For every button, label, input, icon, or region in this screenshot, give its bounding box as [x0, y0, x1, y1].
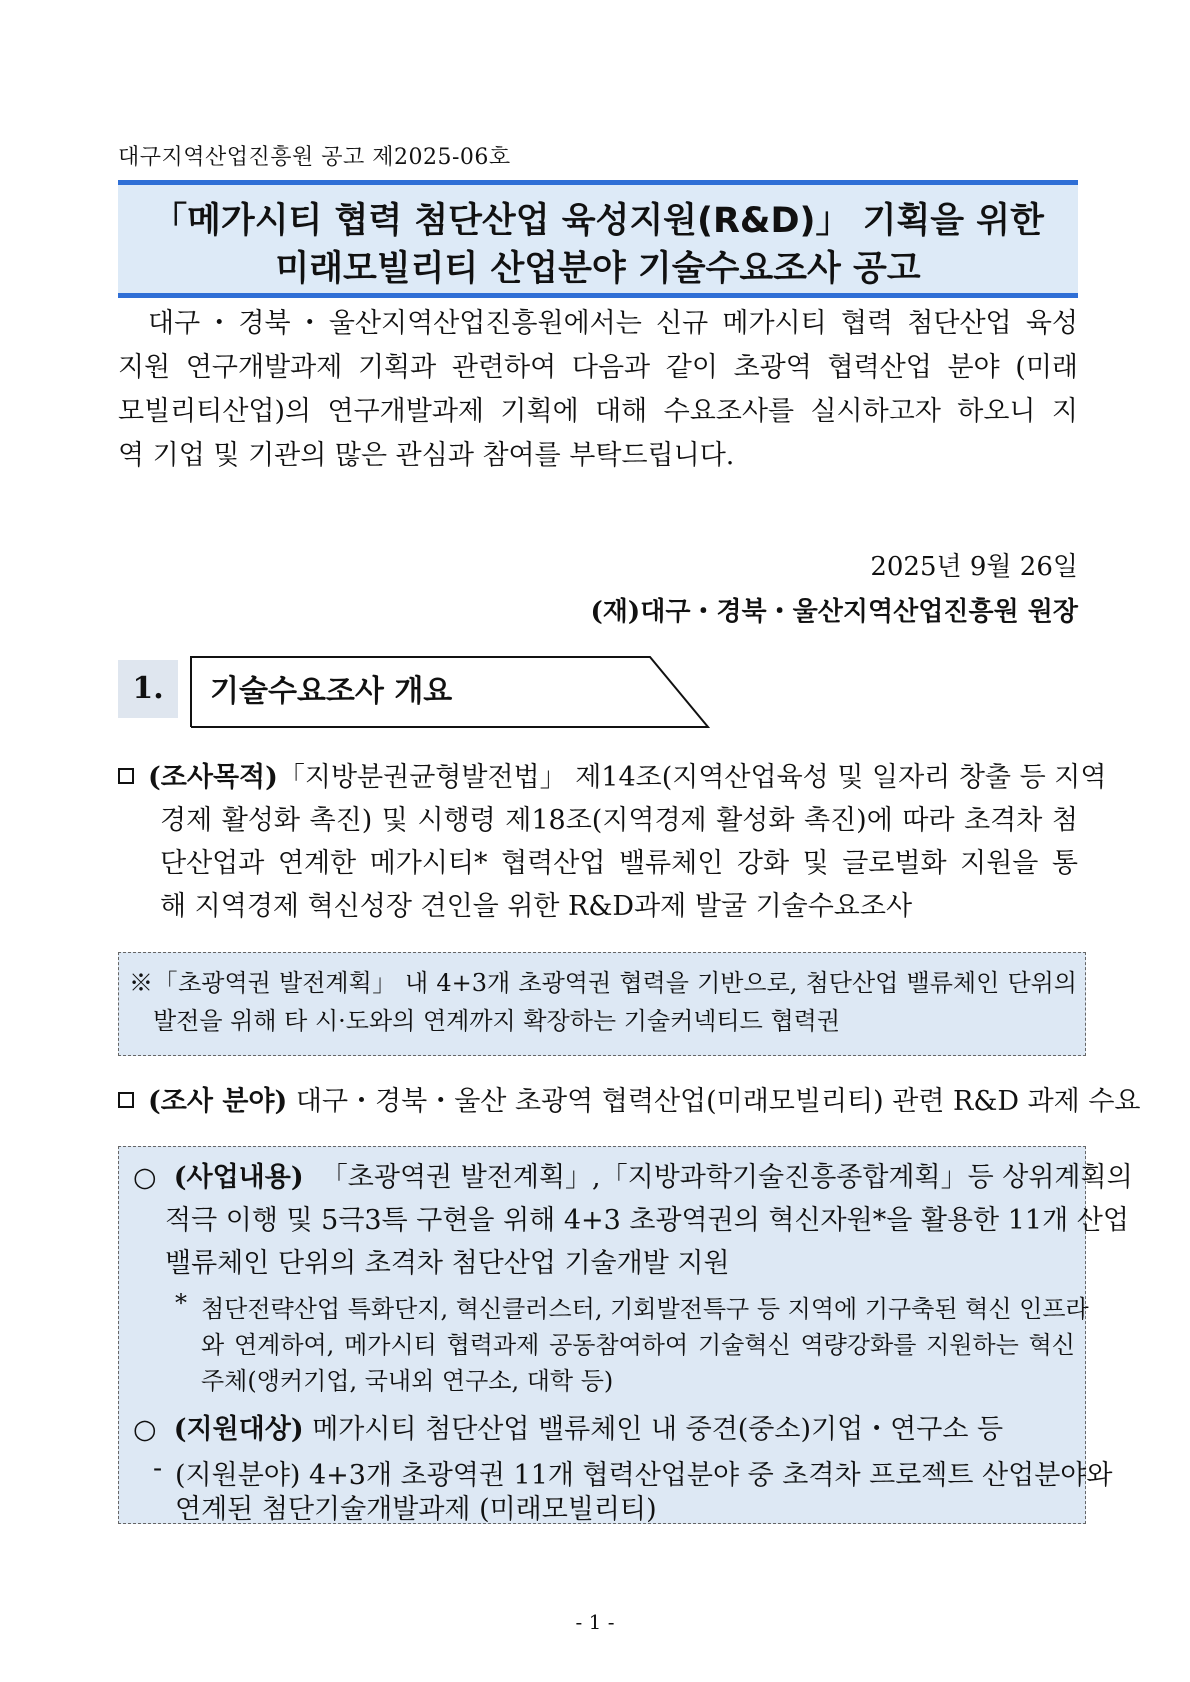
- business-note-1: 첨단전략산업 특화단지, 혁신클러스터, 기회발전특구 등 지역에 기구축된 혁신 인프라: [201, 1295, 1089, 1323]
- circle-bullet-icon: ○: [133, 1162, 157, 1193]
- signer: (재)대구・경북・울산지역산업진흥원 원장: [590, 597, 1078, 627]
- purpose-line-2: 경제 활성화 촉진) 및 시행령 제18조(지역경제 활성화 촉진)에 따라 초격차 첨: [160, 805, 1078, 836]
- detail-box: [118, 1146, 1133, 1525]
- intro-line-4: 역 기업 및 기관의 많은 관심과 참여를 부탁드립니다.: [118, 440, 735, 471]
- page-number: - 1 -: [575, 1610, 615, 1634]
- target-sub-line-1: (지원분야) 4+3개 초광역권 11개 협력산업분야 중 초격차 프로젝트 산업분야와: [175, 1460, 1113, 1491]
- target-label: (지원대상): [173, 1414, 304, 1445]
- field-block: [118, 1080, 1141, 1123]
- announcement-date: 2025년 9월 26일: [870, 552, 1078, 582]
- checkbox-bullet-icon: [118, 768, 134, 784]
- asterisk-marker: *: [175, 1289, 187, 1317]
- section-number: 1.: [118, 660, 178, 718]
- checkbox-bullet-icon: [118, 1092, 134, 1108]
- note-line-2: 발전을 위해 타 시·도와의 연계까지 확장하는 기술커넥티드 협력권: [153, 1007, 840, 1035]
- intro-line-3: 모빌리티산업)의 연구개발과제 기획에 대해 수요조사를 실시하고자 하오니 지: [118, 396, 1078, 427]
- circle-bullet-icon: ○: [133, 1414, 157, 1445]
- intro-line-2: 지원 연구개발과제 기획과 관련하여 다음과 같이 초광역 협력산업 분야 (미래: [118, 352, 1078, 383]
- note-box: [118, 952, 1086, 1056]
- purpose-label: (조사목적): [148, 762, 278, 793]
- business-label: (사업내용): [173, 1162, 304, 1193]
- field-label: (조사 분야): [148, 1086, 288, 1117]
- purpose-block: [118, 756, 1107, 928]
- purpose-line-1: 「지방분권균형발전법」 제14조(지역산업육성 및 일자리 창출 등 지역: [277, 762, 1107, 793]
- business-note-3: 주체(앵커기업, 국내외 연구소, 대학 등): [201, 1367, 614, 1395]
- field-text: 대구・경북・울산 초광역 협력산업(미래모빌리티) 관련 R&D 과제 수요: [295, 1086, 1141, 1117]
- business-line-2: 적극 이행 및 5극3특 구현을 위해 4+3 초광역권의 혁신자원*을 활용한 11개 산업: [165, 1205, 1129, 1236]
- title-line-2: 미래모빌리티 산업분야 기술수요조사 공고: [275, 249, 921, 289]
- purpose-line-3: 단산업과 연계한 메가시티* 협력산업 밸류체인 강화 및 글로벌화 지원을 통: [160, 848, 1078, 879]
- business-note-2: 와 연계하여, 메가시티 협력과제 공동참여하여 기술혁신 역량강화를 지원하는 혁신: [201, 1331, 1075, 1359]
- title-banner: [118, 180, 1078, 298]
- target-line: ○ (지원대상) 메가시티 첨단산업 밸류체인 내 중견(중소)기업・연구소 등: [133, 1414, 1004, 1445]
- title-line-1: 「메가시티 협력 첨단산업 육성지원(R&D)」 기획을 위한: [152, 201, 1044, 241]
- dash-marker: -: [153, 1453, 163, 1484]
- note-line-1: ※「초광역권 발전계획」 내 4+3개 초광역권 협력을 기반으로, 첨단산업 밸류체인 단위의: [129, 969, 1077, 997]
- business-line-1: ○ (사업내용) 「초광역권 발전계획」,「지방과학기술진흥종합계획」등 상위계획의: [133, 1162, 1133, 1193]
- intro-line-1: 대구・경북・울산지역산업진흥원에서는 신규 메가시티 협력 첨단산업 육성: [148, 308, 1078, 339]
- target-sub-line-2: 연계된 첨단기술개발과제 (미래모빌리티): [175, 1494, 657, 1525]
- section-title: 기술수요조사 개요: [210, 674, 453, 709]
- business-line-3: 밸류체인 단위의 초격차 첨단산업 기술개발 지원: [165, 1248, 730, 1279]
- purpose-line-4: 해 지역경제 혁신성장 견인을 위한 R&D과제 발굴 기술수요조사: [160, 891, 913, 922]
- announcement-number: 대구지역산업진흥원 공고 제2025-06호: [118, 145, 511, 170]
